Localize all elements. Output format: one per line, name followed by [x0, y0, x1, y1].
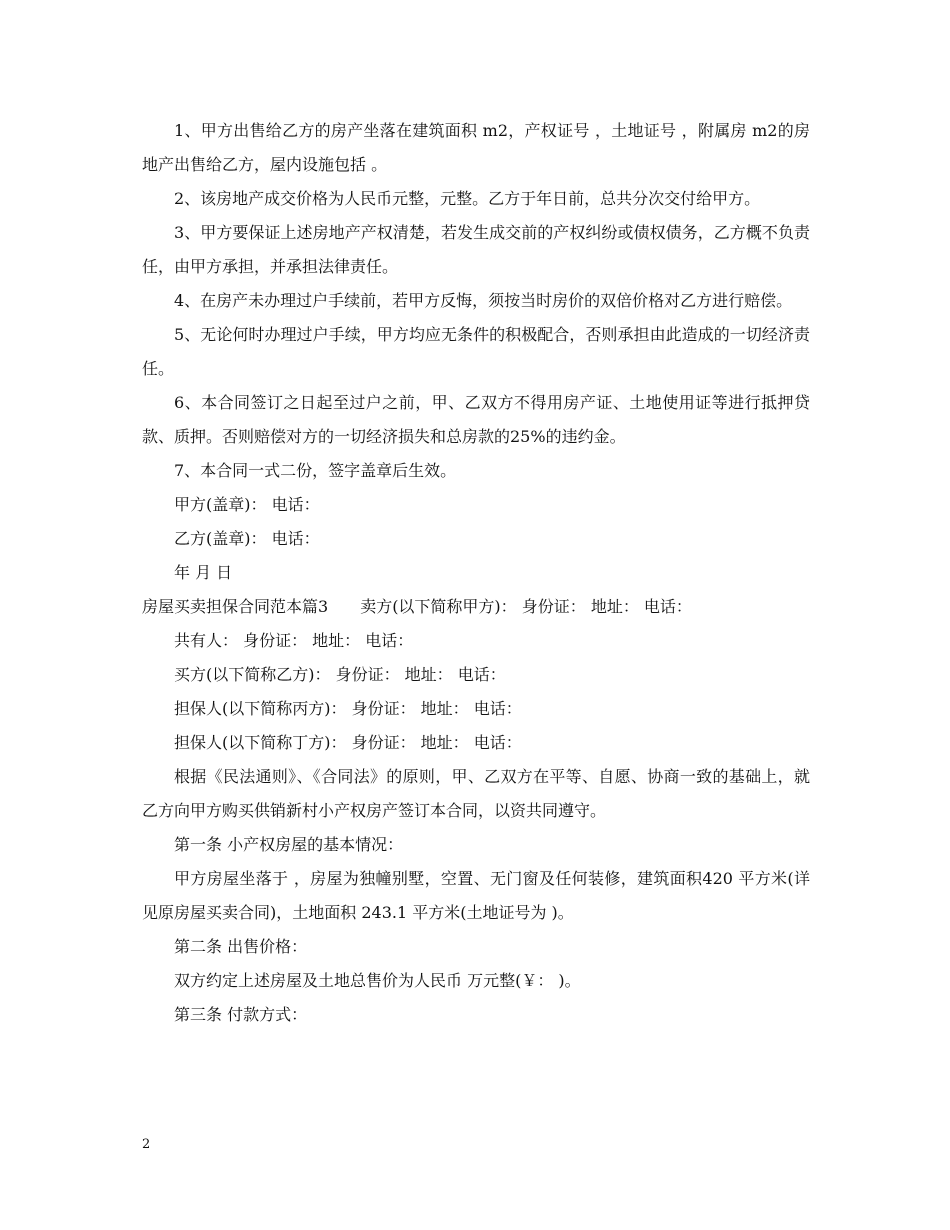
- guarantor-c-line: 担保人(以下简称丙方)： 身份证： 地址： 电话：: [174, 699, 522, 718]
- guarantor-d-line: 担保人(以下简称丁方)： 身份证： 地址： 电话：: [174, 733, 522, 752]
- buyer-line: 买方(以下简称乙方)： 身份证： 地址： 电话：: [174, 665, 506, 684]
- article-3-title: 第三条 付款方式：: [174, 1005, 308, 1024]
- preamble: 根据《民法通则》、《合同法》的原则，甲、乙双方在平等、自愿、协商一致的基础上，就乙方向甲方购买供销新村小产权房产签订本合同，以资共同遵守。: [142, 767, 810, 820]
- article-2-body: 双方约定上述房屋及土地总售价为人民币 万元整(￥： )。: [174, 971, 581, 990]
- clause-3: 3、甲方要保证上述房地产产权清楚，若发生成交前的产权纠纷或债权债务，乙方概不负责任，由甲方承担，并承担法律责任。: [142, 223, 810, 276]
- clause-7: 7、本合同一式二份，签字盖章后生效。: [174, 461, 457, 480]
- seller-line: 卖方(以下简称甲方)： 身份证： 地址： 电话：: [360, 597, 692, 616]
- party-a-signature-line: 甲方(盖章)： 电话：: [174, 495, 320, 514]
- clause-5: 5、无论何时办理过户手续，甲方均应无条件的积极配合，否则承担由此造成的一切经济责任。: [142, 325, 810, 378]
- clause-4: 4、在房产未办理过户手续前，若甲方反悔，须按当时房价的双倍价格对乙方进行赔偿。: [174, 291, 793, 310]
- co-owner-line: 共有人： 身份证： 地址： 电话：: [174, 631, 414, 650]
- page-number: 2: [142, 1137, 151, 1152]
- clause-6: 6、本合同签订之日起至过户之前，甲、乙双方不得用房产证、土地使用证等进行抵押贷款、质押。否则赔偿对方的一切经济损失和总房款的25%的违约金。: [142, 393, 810, 446]
- section-heading-line: [142, 590, 810, 624]
- clause-1: 1、甲方出售给乙方的房产坐落在建筑面积 m2，产权证号 ，土地证号 ，附属房 m2的房地产出售给乙方，屋内设施包括 。: [142, 121, 810, 174]
- article-1-body: 甲方房屋坐落于 ，房屋为独幢别墅，空置、无门窗及任何装修，建筑面积420 平方米(详见原房屋买卖合同)，土地面积 243.1 平方米(土地证号为 )。: [142, 869, 810, 922]
- article-1-title: 第一条 小产权房屋的基本情况：: [174, 835, 404, 854]
- date-line: 年 月 日: [174, 563, 233, 582]
- document-body: [142, 114, 810, 1032]
- article-2-title: 第二条 出售价格：: [174, 937, 308, 956]
- section-title: 房屋买卖担保合同范本篇3: [142, 597, 329, 616]
- clause-2: 2、该房地产成交价格为人民币元整，元整。乙方于年日前，总共分次交付给甲方。: [174, 189, 761, 208]
- party-b-signature-line: 乙方(盖章)： 电话：: [174, 529, 320, 548]
